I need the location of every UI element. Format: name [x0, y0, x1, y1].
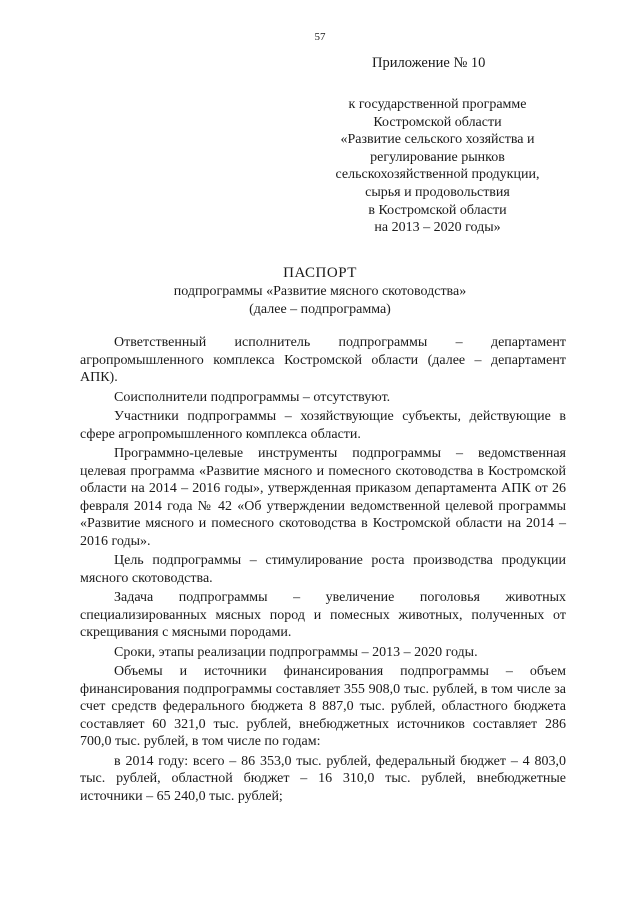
appendix-reference-line: сельскохозяйственной продукции,	[335, 167, 540, 183]
appendix-reference-line: к государственной программе	[348, 97, 527, 112]
appendix-title: Приложение № 10	[372, 55, 486, 71]
appendix-reference-line: в Костромской области	[368, 202, 507, 218]
document-body	[80, 334, 566, 807]
appendix-reference-line: регулирование рынков	[370, 149, 505, 165]
appendix-reference	[300, 96, 575, 237]
appendix-reference-line: «Развитие сельского хозяйства и	[340, 132, 535, 148]
appendix-reference-line: на 2013 – 2020 годы»	[374, 220, 501, 236]
paragraph-funding: Объемы и источники финансирования подпрограммы – объем финансирования подпрограммы составляет 355 908,0 тыс. рублей, в том числе за счет средств федерального бюджета 8 887,0 тыс. рублей, областного бюджета составляет 60 321,0 тыс. рублей, внебюджетных источников составляет 286 700,0 тыс. рублей, в том числе по годам:	[80, 664, 566, 749]
paragraph-task: Задача подпрограммы – увеличение поголовья животных специализированных мясных пород и помесных животных, полученных от скрещивания с мясными породами.	[80, 590, 566, 640]
paragraph-funding-2014: в 2014 году: всего – 86 353,0 тыс. рублей, федеральный бюджет – 4 803,0 тыс. рублей, областной бюджет – 16 310,0 тыс. рублей, внебюджетные источники – 65 240,0 тыс. рублей;	[80, 753, 566, 804]
paragraph-timeline: Сроки, этапы реализации подпрограммы – 2013 – 2020 годы.	[114, 644, 478, 660]
passport-subtitle-line: (далее – подпрограмма)	[249, 302, 391, 317]
passport-title: ПАСПОРТ	[283, 265, 357, 281]
passport-subtitle-line: подпрограммы «Развитие мясного скотоводства»	[173, 284, 467, 299]
paragraph-responsible-executor: Ответственный исполнитель подпрограммы – департамент агропромышленного комплекса Костромской области (далее – департамент АПК).	[80, 335, 566, 385]
paragraph-participants: Участники подпрограммы – хозяйствующие субъекты, действующие в сфере агропромышленного комплекса области.	[80, 409, 566, 442]
paragraph-co-executors: Соисполнители подпрограммы – отсутствуют.	[114, 389, 391, 405]
paragraph-program-instruments: Программно-целевые инструменты подпрограммы – ведомственная целевая программа «Развитие мясного и помесного скотоводства в Костромской области на 2014 – 2016 годы», утвержденная приказом департамента АПК от 26 февраля 2014 года № 42 «Об утверждении ведомственной целевой программы «Развитие мясного и помесного скотоводства в Костромской области на 2014 – 2016 годы».	[80, 446, 566, 549]
paragraph-goal: Цель подпрограммы – стимулирование роста производства продукции мясного скотоводства.	[80, 553, 566, 586]
appendix-reference-line: Костромской области	[373, 114, 502, 130]
passport-subtitle	[0, 283, 640, 319]
page-number: 57	[314, 31, 326, 43]
appendix-reference-line: сырья и продовольствия	[365, 184, 510, 200]
